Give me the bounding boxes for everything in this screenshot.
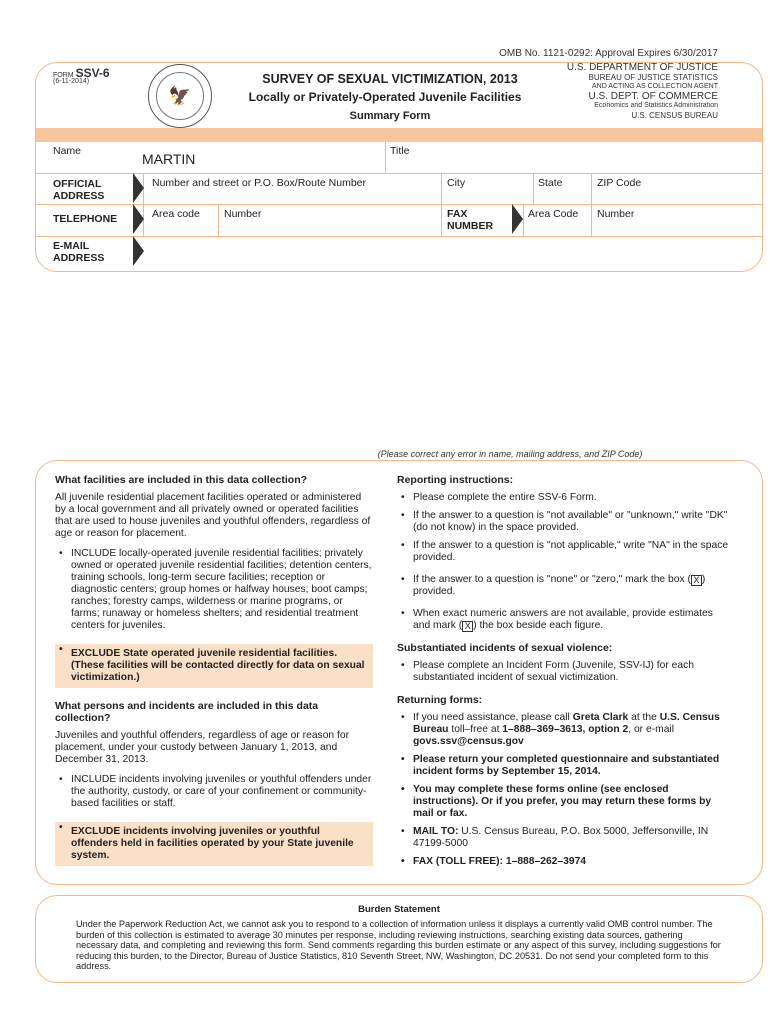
fax-item: • FAX (TOLL FREE): 1–888–262–3974: [397, 856, 732, 868]
arrow-icon: [133, 204, 144, 234]
persons-heading: What persons and incidents are included in this data collection?: [55, 700, 319, 724]
header-band: [36, 128, 762, 142]
name-label: Name: [53, 145, 82, 157]
email-label: E-MAIL ADDRESS: [53, 240, 105, 264]
deadline-item: • Please return your completed questionnaire and substantiated incident forms by September 15, 2014.: [397, 754, 732, 778]
correction-note: (Please correct any error in name, mailing address, and ZIP Code): [377, 449, 643, 459]
reporting-heading: Reporting instructions:: [397, 474, 514, 486]
arrow-icon: [512, 204, 523, 234]
form-date: (6-11-2014): [53, 78, 90, 85]
survey-title: SURVEY OF SEXUAL VICTIMIZATION, 2013: [262, 72, 518, 86]
state-label[interactable]: State: [538, 177, 563, 189]
name-field[interactable]: MARTIN: [142, 151, 196, 167]
reporting-item: • Please complete the entire SSV-6 Form.: [397, 492, 732, 504]
form-number: FORM SSV-6: [53, 66, 110, 80]
facilities-heading: What facilities are included in this data collection?: [55, 474, 308, 486]
exclude-facilities: • EXCLUDE State operated juvenile residential facilities. (These facilities will be contacted directly for data on sexual victimization.): [55, 644, 373, 688]
telephone-label: TELEPHONE: [53, 213, 118, 225]
reporting-item: • If the answer to a question is "not applicable," write "NA" in the space provided.: [397, 540, 732, 564]
right-column: [397, 474, 732, 874]
zip-label[interactable]: ZIP Code: [597, 177, 642, 189]
exclude-incidents: • EXCLUDE incidents involving juveniles or youthful offenders held in facilities operated by your State juvenile system.: [55, 822, 373, 866]
city-label[interactable]: City: [447, 177, 466, 189]
fax-label: FAX NUMBER: [447, 208, 494, 232]
reporting-item: • If the answer to a question is "none" or "zero," mark the box ( X ) provided.: [397, 574, 732, 598]
assistance-item: • If you need assistance, please call Greta Clark at the U.S. Census Bureau toll–free at 1–888–369–3613, option 2, or e-mail govs.ssv@census.gov: [397, 712, 732, 748]
arrow-icon: [133, 173, 144, 203]
checkbox-icon: X: [691, 575, 702, 586]
reporting-item: • When exact numeric answers are not available, provide estimates and mark ( X ) the box beside each figure.: [397, 608, 732, 632]
online-item: • You may complete these forms online (see enclosed instructions). Or if you prefer, you may return these forms by mail or fax.: [397, 784, 732, 820]
eagle-icon: 🦅: [156, 72, 204, 120]
include-incidents: • INCLUDE incidents involving juveniles or youthful offenders under the authority, custody, or care of your confinement or community-based facilities or staff.: [55, 774, 373, 810]
agency-block: U.S. DEPARTMENT OF JUSTICE BUREAU OF JUSTICE STATISTICS AND ACTING AS COLLECTION AGENT U.S. DEPT. OF COMMERCE Economics and Statistics Administration U.S. CENSUS BUREAU: [566, 62, 718, 120]
checkbox-icon: X: [462, 621, 473, 632]
burden-title: Burden Statement: [358, 904, 440, 915]
burden-box: [35, 895, 763, 983]
substantiated-item: • Please complete an Incident Form (Juvenile, SSV-IJ) for each substantiated incident of sexual victimization.: [397, 660, 732, 684]
omb-number: OMB No. 1121-0292: Approval Expires 6/30/2017: [499, 48, 718, 59]
reporting-item: • If the answer to a question is "not available" or "unknown," write "DK" (do not know) in the space provided.: [397, 510, 732, 534]
form-type: Summary Form: [349, 110, 431, 122]
fax-area-code-label[interactable]: Area Code: [528, 208, 579, 220]
left-column: [55, 474, 373, 878]
arrow-icon: [133, 236, 144, 266]
mail-item: • MAIL TO: U.S. Census Bureau, P.O. Box 5000, Jeffersonville, IN 47199-5000: [397, 826, 732, 850]
title-label: Title: [390, 145, 410, 157]
persons-text: Juveniles and youthful offenders, regardless of age or reason for placement, under your custody between January 1, 2013, and December 31, 2013.: [55, 730, 350, 765]
street-label[interactable]: Number and street or P.O. Box/Route Number: [152, 177, 366, 189]
burden-text: Under the Paperwork Reduction Act, we cannot ask you to respond to a collection of information unless it displays a currently valid OMB control number. The burden of this collection is estimated to average 30 minutes per response, including reviewing instructions, searching existing data sources, gathering necessary data, and completing and reviewing this form. Send comments regarding this burden estimate or any aspect of this survey, including suggestions for reducing this burden, to the Director, Bureau of Justice Statistics, 810 Seventh Street, NW, Washington, DC 20531. Do not send your completed form to this address.: [76, 919, 721, 972]
substantiated-heading: Substantiated incidents of sexual violence:: [397, 642, 613, 654]
area-code-label[interactable]: Area code: [152, 208, 200, 220]
fax-number-label[interactable]: Number: [597, 208, 635, 220]
returning-heading: Returning forms:: [397, 694, 483, 706]
survey-subtitle: Locally or Privately-Operated Juvenile Facilities: [248, 90, 522, 104]
official-address-label: OFFICIAL ADDRESS: [53, 178, 105, 202]
facilities-text: All juvenile residential placement facilities operated or administered by a local government and all privately owned or operated facilities that are used to house juveniles and youthful offenders, regardless of age or reason for placement.: [55, 492, 371, 539]
phone-number-label[interactable]: Number: [224, 208, 262, 220]
include-facilities: • INCLUDE locally-operated juvenile residential facilities; privately owned or operated juvenile residential facilities; detention centers, training schools, long-term secure facilities; reception or diagnostic centers; group homes or halfway houses; boot camps; ranches; forestry camps, wilderness or marine programs, or farms; runaway or homeless shelters; and residential treatment centers for juveniles.: [55, 548, 373, 632]
email-link[interactable]: govs.ssv@census.gov: [413, 736, 524, 747]
